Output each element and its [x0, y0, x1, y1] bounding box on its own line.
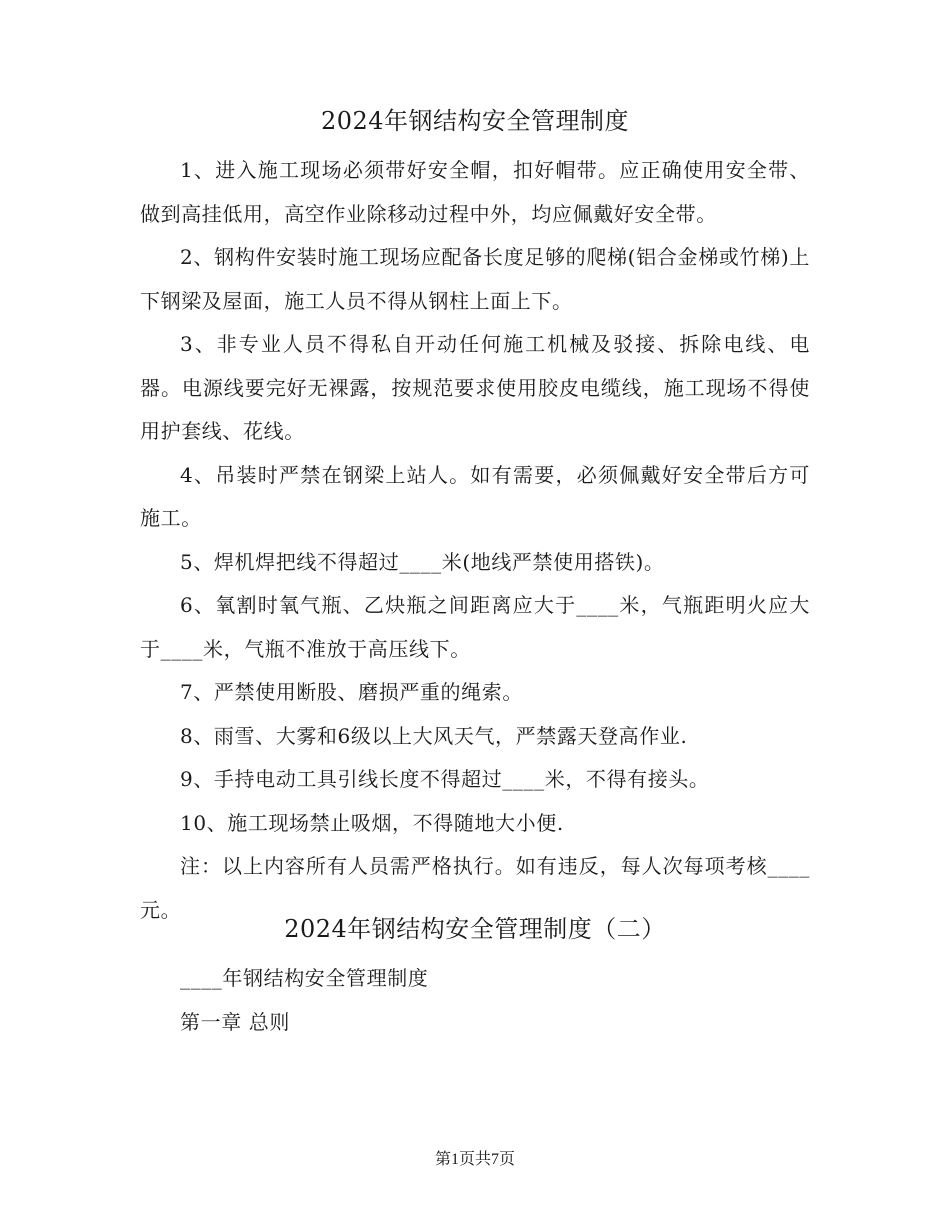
- rule-paragraph-2: 2、钢构件安装时施工现场应配备长度足够的爬梯(铝合金梯或竹梯)上下钢梁及屋面，施工人员不得从钢柱上面上下。: [140, 245, 810, 313]
- document-title: 2024年钢结构安全管理制度: [320, 107, 630, 135]
- rule-paragraph-9: 9、手持电动工具引线长度不得超过____米，不得有接头。: [180, 767, 710, 791]
- rule-paragraph-5: 5、焊机焊把线不得超过____米(地线严禁使用搭铁)。: [180, 549, 665, 574]
- rule-paragraph-10: 10、施工现场禁止吸烟，不得随地大小便.: [180, 810, 564, 835]
- rule-paragraph-1: 1、进入施工现场必须带好安全帽，扣好帽带。应正确使用安全带、做到高挂低用，高空作业除移动过程中外，均应佩戴好安全带。: [140, 158, 810, 226]
- rule-paragraph-7: 7、严禁使用断股、磨损严重的绳索。: [180, 680, 523, 704]
- rule-paragraph-3: 3、非专业人员不得私自开动任何施工机械及驳接、拆除电线、电器。电源线要完好无裸露，按规范要求使用胶皮电缆线，施工现场不得使用护套线、花线。: [140, 332, 810, 443]
- section-2-subtitle: ____年钢结构安全管理制度: [180, 966, 429, 990]
- rule-paragraph-4: 4、吊装时严禁在钢梁上站人。如有需要，必须佩戴好安全带后方可施工。: [140, 462, 810, 530]
- page-number: 第1页共7页: [434, 1151, 515, 1168]
- rule-paragraph-6: 6、氧割时氧气瓶、乙炔瓶之间距离应大于____米，气瓶距明火应大于____米，气瓶不准放于高压线下。: [140, 593, 810, 661]
- rules-section: [140, 149, 810, 932]
- rule-paragraph-8: 8、雨雪、大雾和6级以上大风天气，严禁露天登高作业.: [180, 723, 688, 748]
- note-paragraph: 注：以上内容所有人员需严格执行。如有违反，每人次每项考核____元。: [140, 854, 810, 922]
- chapter-heading: 第一章 总则: [180, 1009, 290, 1034]
- section-2-title: 2024年钢结构安全管理制度（二）: [284, 915, 666, 943]
- section-2-body: [140, 957, 810, 1044]
